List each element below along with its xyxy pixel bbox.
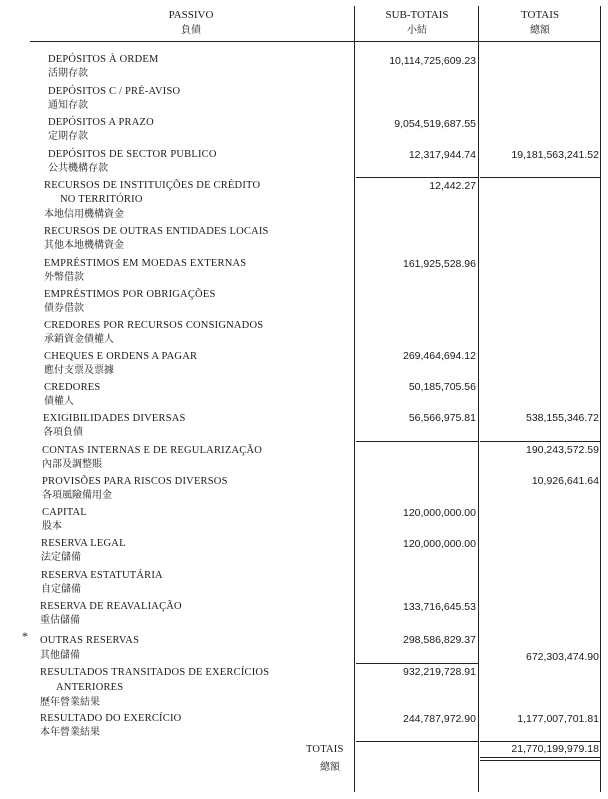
- sub-rule-1: [356, 177, 478, 178]
- row-subtotal: 10,114,725,609.23: [389, 55, 476, 67]
- asterisk-mark: *: [22, 629, 28, 643]
- header-totais-pt: TOTAIS: [520, 9, 560, 21]
- col-divider-right: [600, 6, 601, 792]
- row-label-zh: 承銷資金債權人: [44, 334, 114, 345]
- total-underline-2: [480, 760, 600, 761]
- tot-rule-2: [480, 441, 600, 442]
- row-total: 1,177,007,701.81: [517, 713, 599, 725]
- row-label-zh: 股本: [42, 521, 62, 532]
- row-label-pt: CONTAS INTERNAS E DE REGULARIZAÇÃO: [42, 445, 263, 456]
- row-label-zh: 本年營業結果: [40, 727, 100, 738]
- row-label-pt: RECURSOS DE INSTITUIÇÕES DE CRÉDITO: [44, 180, 261, 191]
- row-label-pt: CAPITAL: [42, 507, 87, 518]
- row-label-pt: EMPRÉSTIMOS POR OBRIGAÇÕES: [44, 289, 216, 300]
- row-label-pt: DEPÓSITOS A PRAZO: [48, 117, 154, 128]
- row-label-pt: OUTRAS RESERVAS: [40, 635, 140, 646]
- header-totais-zh: 總額: [530, 25, 550, 36]
- row-total: 672,303,474.90: [526, 651, 599, 663]
- row-subtotal: 298,586,829.37: [403, 634, 476, 646]
- row-label-zh: 重估儲備: [40, 615, 80, 626]
- row-label-zh: 定期存款: [48, 131, 88, 142]
- row-label-pt: CREDORES: [44, 382, 101, 393]
- row-label-pt: CHEQUES E ORDENS A PAGAR: [44, 351, 198, 362]
- row-label-zh: 外幣借款: [44, 272, 84, 283]
- row-label-zh: 各項負債: [43, 427, 83, 438]
- sub-rule-3: [356, 663, 478, 664]
- row-label-pt: RESERVA DE REAVALIAÇÃO: [40, 601, 182, 612]
- row-label-zh: 內部及調整賬: [42, 459, 102, 470]
- row-subtotal: 12,317,944.74: [408, 149, 476, 161]
- row-label-pt-cont: ANTERIORES: [56, 682, 124, 693]
- header-passivo-zh: 負債: [181, 25, 201, 36]
- tot-rule-1: [480, 177, 600, 178]
- row-label-pt-cont: NO TERRITÓRIO: [60, 194, 143, 205]
- col-divider-mid: [478, 6, 479, 792]
- row-label-pt: RESERVA ESTATUTÁRIA: [41, 570, 163, 581]
- row-label-zh: 活期存款: [48, 68, 88, 79]
- row-label-zh: 債權人: [44, 396, 74, 407]
- totals-label-zh: 總額: [320, 762, 340, 773]
- row-subtotal: 9,054,519,687.55: [394, 118, 476, 130]
- row-label-zh: 其他儲備: [40, 650, 80, 661]
- row-total: 19,181,563,241.52: [511, 149, 599, 161]
- row-label-zh: 自定儲備: [41, 584, 81, 595]
- total-underline-1: [480, 757, 600, 758]
- row-subtotal: 932,219,728.91: [403, 666, 476, 678]
- row-label-zh: 通知存款: [48, 100, 88, 111]
- row-subtotal: 133,716,645.53: [403, 601, 476, 613]
- row-subtotal: 120,000,000.00: [403, 538, 476, 550]
- header-subtotais: [356, 8, 478, 38]
- header-subtotais-zh: 小結: [407, 25, 427, 36]
- row-label-pt: CREDORES POR RECURSOS CONSIGNADOS: [44, 320, 264, 331]
- row-label-zh: 歷年營業結果: [40, 697, 100, 708]
- row-label-pt: EXIGIBILIDADES DIVERSAS: [43, 413, 186, 424]
- row-label-pt: RESULTADO DO EXERCÍCIO: [40, 713, 182, 724]
- row-subtotal: 244,787,972.90: [403, 713, 476, 725]
- header-rule: [30, 41, 601, 42]
- row-total: 10,926,641.64: [531, 475, 599, 487]
- sub-rule-4: [356, 741, 478, 742]
- row-label-zh: 公共機構存款: [48, 163, 108, 174]
- header-passivo: [30, 8, 352, 38]
- header-totais: [480, 8, 600, 38]
- col-divider-left: [354, 6, 355, 792]
- row-label-pt: PROVISÕES PARA RISCOS DIVERSOS: [42, 476, 228, 487]
- header-subtotais-pt: SUB-TOTAIS: [385, 9, 449, 21]
- totals-label-pt: TOTAIS: [306, 744, 344, 755]
- row-subtotal: 269,464,694.12: [403, 350, 476, 362]
- row-label-pt: DEPÓSITOS À ORDEM: [48, 54, 159, 65]
- row-subtotal: 50,185,705.56: [408, 381, 476, 393]
- row-label-pt: RESERVA LEGAL: [41, 538, 126, 549]
- row-label-zh: 其他本地機構資金: [44, 240, 124, 251]
- row-subtotal: 56,566,975.81: [408, 412, 476, 424]
- row-total: 190,243,572.59: [526, 444, 599, 456]
- header-passivo-pt: PASSIVO: [168, 9, 214, 21]
- row-label-pt: RESULTADOS TRANSITADOS DE EXERCÍCIOS: [40, 667, 270, 678]
- row-label-pt: DEPÓSITOS C / PRÉ-AVISO: [48, 86, 181, 97]
- row-subtotal: 12,442.27: [429, 180, 476, 192]
- row-subtotal: 120,000,000.00: [403, 507, 476, 519]
- row-label-pt: RECURSOS DE OUTRAS ENTIDADES LOCAIS: [44, 226, 269, 237]
- row-label-zh: 各項風險備用金: [42, 490, 112, 501]
- row-label-zh: 法定儲備: [41, 552, 81, 563]
- sub-rule-2: [356, 441, 478, 442]
- row-total: 538,155,346.72: [526, 412, 599, 424]
- row-label-zh: 本地信用機構資金: [44, 209, 124, 220]
- grand-total: 21,770,199,979.18: [511, 743, 599, 755]
- row-subtotal: 161,925,528.96: [403, 258, 476, 270]
- row-label-zh: 應付支票及票據: [44, 365, 114, 376]
- row-label-pt: EMPRÉSTIMOS EM MOEDAS EXTERNAS: [44, 258, 247, 269]
- row-label-zh: 債券借款: [44, 303, 84, 314]
- row-label-pt: DEPÓSITOS DE SECTOR PUBLICO: [48, 149, 217, 160]
